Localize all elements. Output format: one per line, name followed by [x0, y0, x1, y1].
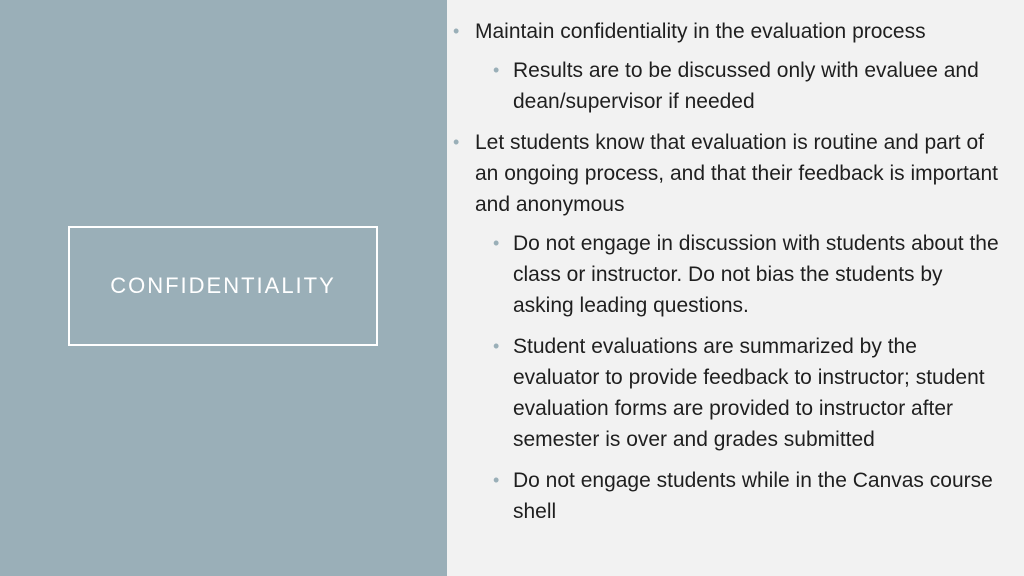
bullet-text: Maintain confidentiality in the evaluation process — [475, 20, 926, 43]
content-panel — [447, 0, 1024, 576]
sub-bullet-item: • Results are to be discussed only with evaluee and dean/supervisor if needed — [475, 55, 1007, 117]
sub-bullet-list — [475, 55, 1007, 117]
bullet-item — [447, 127, 1007, 527]
sub-bullet-item: • Do not engage students while in the Canvas course shell — [475, 465, 1007, 527]
slide-title: CONFIDENTIALITY — [110, 273, 336, 298]
title-panel — [0, 0, 447, 576]
bullet-list — [447, 16, 1007, 537]
bullet-text: Let students know that evaluation is routine and part of an ongoing process, and that their feedback is important and anonymous — [475, 131, 998, 216]
sub-bullet-list — [475, 228, 1007, 527]
bullet-item — [447, 16, 1007, 117]
title-box — [68, 226, 378, 346]
sub-bullet-item: • Do not engage in discussion with students about the class or instructor. Do not bias the students by asking leading questions. — [475, 228, 1007, 321]
sub-bullet-item: • Student evaluations are summarized by the evaluator to provide feedback to instructor; student evaluation forms are provided to instructor after semester is over and grades submitted — [475, 331, 1007, 455]
